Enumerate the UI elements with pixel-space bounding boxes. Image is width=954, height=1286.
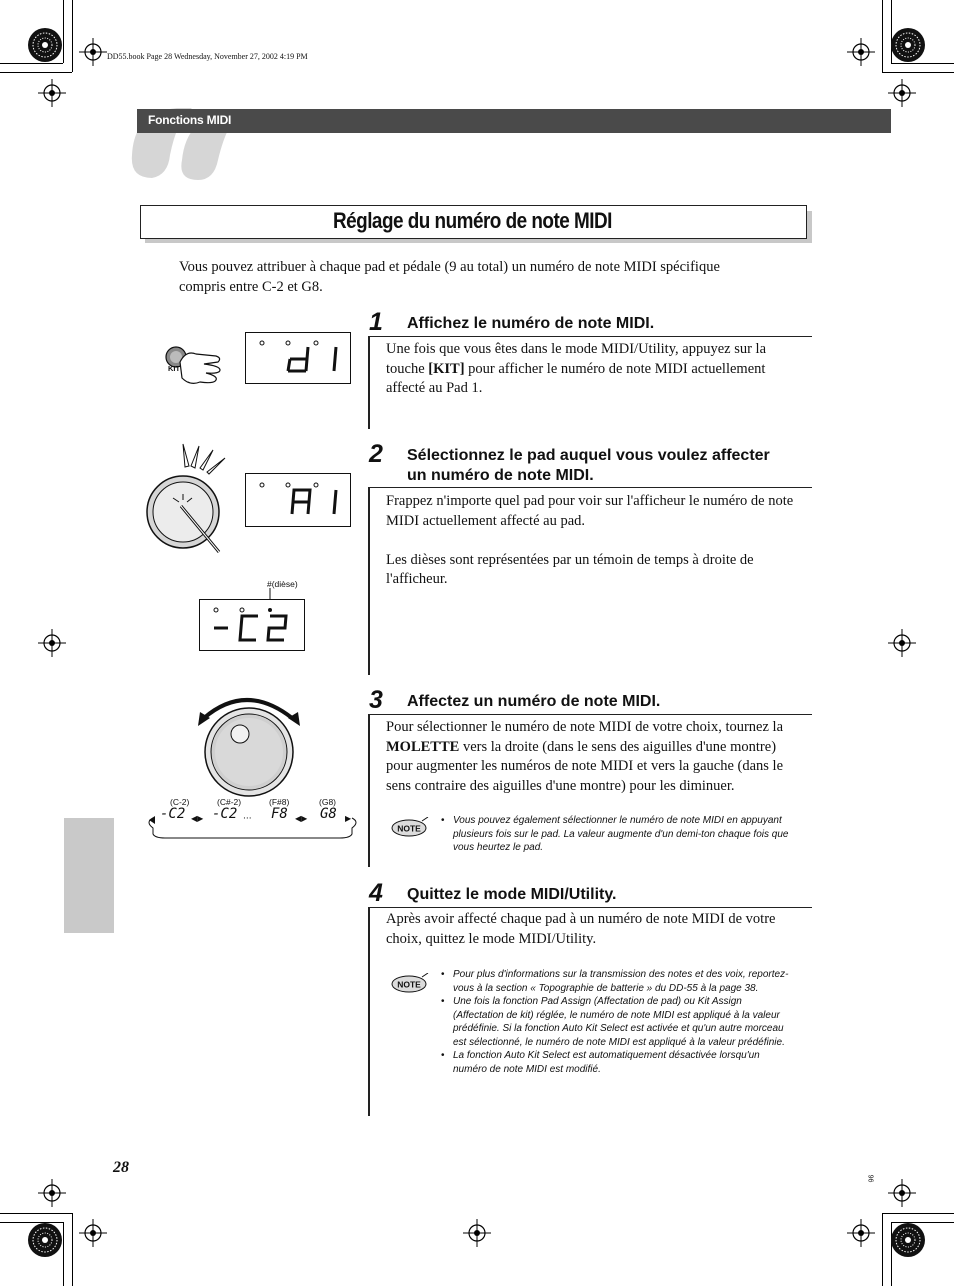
step-body — [386, 340, 811, 399]
body-line: touche [KIT] pour afficher le numéro de note MIDI actuellement — [386, 360, 766, 377]
step-title: Affichez le numéro de note MIDI. — [407, 315, 655, 332]
body-line: Les dièses sont représentées par un témoin de temps à droite de — [386, 551, 754, 568]
body-line: pour augmenter les numéros de note MIDI et vers la gauche (dans le — [386, 758, 784, 774]
step-rule — [369, 714, 812, 715]
body-line: choix, quittez le mode MIDI/Utility. — [386, 930, 597, 947]
note-icon — [391, 973, 429, 995]
step-body — [386, 492, 811, 590]
note-item: • Pour plus d'informations sur la transmission des notes et des voix, reportez-vous à la section « Topographie de batterie » du DD-55 à la page 38. — [439, 968, 791, 995]
title-box — [140, 205, 807, 239]
margin-code: 96 — [866, 1174, 874, 1183]
step-rule — [369, 487, 812, 488]
body-line: Après avoir affecté chaque pad à un numéro de note MIDI de votre — [386, 911, 776, 927]
svg-text:◀▶: ◀▶ — [295, 814, 308, 823]
pad-strike-illustration — [145, 442, 235, 557]
note-item: • La fonction Auto Kit Select est automatiquement désactivée lorsqu'un numéro de note MIDI est modifié. — [439, 1049, 791, 1076]
scale-label: (C-2) — [170, 797, 190, 807]
step-rule — [369, 336, 812, 337]
scale-label: (F#8) — [269, 797, 290, 807]
note-block — [439, 814, 791, 855]
intro-line: Vous pouvez attribuer à chaque pad et pédale (9 au total) un numéro de note MIDI spécifique — [179, 259, 720, 275]
step-title-line: Sélectionnez le pad auquel vous voulez affecter — [407, 447, 770, 464]
scale-value: -C2 — [212, 806, 238, 822]
body-line: MIDI actuellement affecté au pad. — [386, 512, 586, 529]
note-badge-label: NOTE — [397, 823, 421, 834]
dial-illustration — [196, 688, 302, 798]
page-number: 28 — [113, 1159, 129, 1176]
step-bar — [368, 907, 370, 1116]
svg-text:···: ··· — [243, 814, 252, 824]
lcd-display-step2 — [245, 473, 351, 527]
intro-line: compris entre C-2 et G8. — [179, 278, 323, 295]
svg-text:◀▶: ◀▶ — [191, 814, 204, 823]
step-rule — [369, 907, 812, 908]
step-body — [386, 910, 811, 949]
step-title: Affectez un numéro de note MIDI. — [407, 693, 661, 710]
body-line: Pour sélectionner le numéro de note MIDI de votre choix, tournez la — [386, 719, 784, 735]
page-title: Réglage du numéro de note MIDI — [333, 208, 612, 233]
scale-value: G8 — [320, 806, 337, 822]
intro-paragraph — [179, 258, 739, 297]
step-body — [386, 718, 811, 796]
body-line: sens contraire des aiguilles d'une montre) pour les diminuer. — [386, 777, 735, 794]
step-bar — [368, 714, 370, 867]
lcd-display-sharp — [199, 599, 305, 651]
step-bar — [368, 336, 370, 429]
note-badge-label: NOTE — [397, 979, 421, 990]
svg-text:▶: ▶ — [345, 814, 352, 823]
section-header-bar — [137, 109, 891, 133]
kit-label: KIT — [168, 364, 181, 373]
section-header: Fonctions MIDI — [148, 113, 232, 127]
step-number: 2 — [369, 440, 383, 468]
lcd-display-step1 — [245, 332, 351, 384]
step-title-line: un numéro de note MIDI. — [407, 467, 594, 484]
note-item: • Vous pouvez également sélectionner le numéro de note MIDI en appuyant plusieurs fois sur le pad. La valeur augmente d'un demi-ton chaque fois que vous heurtez le pad. — [439, 814, 791, 855]
step-number: 1 — [369, 308, 383, 336]
scale-label: (G8) — [319, 797, 336, 807]
body-line: MOLETTE vers la droite (dans le sens des aiguilles d'une montre) — [386, 738, 777, 755]
step-number: 4 — [369, 879, 383, 907]
step-title: Quittez le mode MIDI/Utility. — [407, 886, 617, 903]
note-icon — [391, 817, 429, 839]
scale-label: (C#-2) — [217, 797, 242, 807]
step-number: 3 — [369, 686, 383, 714]
scale-value: -C2 — [160, 806, 186, 822]
step-bar — [368, 487, 370, 675]
body-line: Frappez n'importe quel pad pour voir sur l'afficheur le numéro de note — [386, 493, 794, 509]
scale-arrows — [145, 808, 360, 846]
print-header: DD55.book Page 28 Wednesday, November 27, 2002 4:19 PM — [107, 52, 308, 61]
body-line: affecté au Pad 1. — [386, 380, 483, 396]
note-block — [439, 968, 791, 1076]
step-title — [407, 446, 770, 486]
note-item: • Une fois la fonction Pad Assign (Affectation de pad) ou Kit Assign (Affectation de kit) réglée, le numéro de note MIDI est appliqué à la valeur prédéfinie. Si la fonction Auto Kit Select est activée et qu'un autre morceau est sélectionné, le numéro de note MIDI est appliqué à la valeur prédéfinie. — [439, 995, 791, 1049]
side-tab — [64, 818, 114, 933]
body-line: Une fois que vous êtes dans le mode MIDI/Utility, appuyez sur la — [386, 341, 767, 357]
scale-value: F8 — [271, 806, 288, 822]
body-line: l'afficheur. — [386, 571, 448, 587]
sharp-label: #(dièse) — [267, 579, 298, 589]
